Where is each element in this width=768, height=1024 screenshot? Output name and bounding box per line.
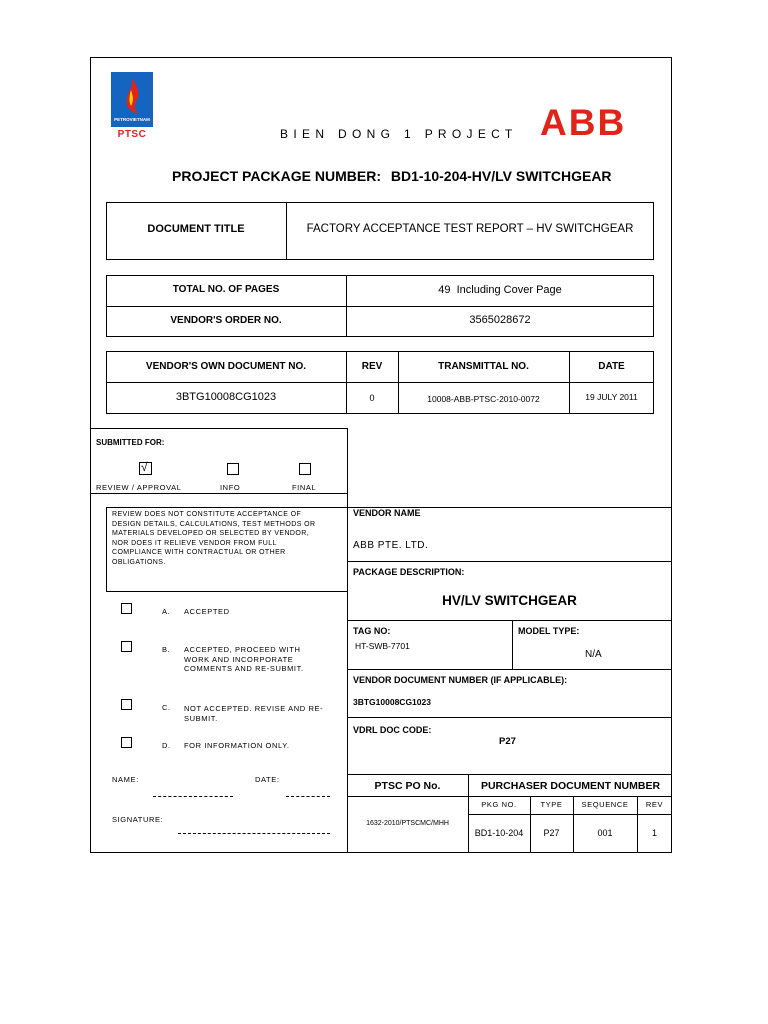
tag-no-label: TAG NO:	[353, 626, 391, 636]
sub-value-sequence: 001	[597, 828, 613, 838]
sub-header-rev: REV	[645, 800, 664, 809]
for-information-checkbox[interactable]	[121, 737, 132, 748]
model-type-label: MODEL TYPE:	[518, 626, 580, 636]
package-number-value: BD1-10-204-HV/LV SWITCHGEAR	[390, 168, 612, 184]
vendor-name-value: ABB PTE. LTD.	[353, 540, 429, 551]
total-pages-value: 49 Including Cover Page	[438, 284, 562, 296]
sub-header-pkg: PKG NO.	[481, 800, 517, 809]
sub-value-type: P27	[543, 828, 560, 838]
option-c-text: NOT ACCEPTED. REVISE AND RE-SUBMIT.	[184, 704, 324, 723]
abb-logo: ABB	[540, 102, 627, 143]
not-accepted-checkbox[interactable]	[121, 699, 132, 710]
option-info: INFO	[220, 483, 241, 492]
vendor-name-label: VENDOR NAME	[353, 508, 421, 518]
accepted-proceed-checkbox[interactable]	[121, 641, 132, 652]
document-title-value: FACTORY ACCEPTANCE TEST REPORT – HV SWITCHGEAR	[306, 223, 634, 235]
vendor-order-value: 3565028672	[469, 314, 531, 326]
option-a-text: ACCEPTED	[184, 607, 230, 616]
vendor-doc-value: 3BTG10008CG1023	[353, 697, 431, 707]
vdrl-label: VDRL DOC CODE:	[353, 725, 432, 735]
option-d-letter: D.	[162, 741, 171, 750]
purchaser-doc-label: PURCHASER DOCUMENT NUMBER	[480, 780, 661, 792]
option-a-letter: A.	[162, 607, 171, 616]
ptsc-text: PTSC	[117, 129, 147, 140]
total-pages-label: TOTAL NO. OF PAGES	[172, 284, 280, 295]
tag-no-value: HT-SWB-7701	[355, 641, 410, 651]
document-title-label: DOCUMENT TITLE	[147, 223, 245, 235]
date-line[interactable]	[286, 796, 330, 797]
option-b-letter: B.	[162, 645, 171, 654]
package-number-heading	[172, 168, 612, 184]
disclaimer-text: REVIEW DOES NOT CONSTITUTE ACCEPTANCE OF DESIGN DETAILS, CALCULATIONS, TEST METHODS OR MATERIALS DEVELOPED OR SELECTED BY VENDOR, NOR DOES IT RELIEVE VENDOR FROM FULL COMPLIANCE WITH CONTRACTUAL OR OTHER OBLIGATIONS.	[112, 511, 316, 566]
doc-header-transmittal: TRANSMITTAL NO.	[438, 361, 529, 372]
doc-value-transmittal: 10008-ABB-PTSC-2010-0072	[427, 394, 540, 404]
ptsc-logo	[111, 72, 153, 142]
submitted-for-label: SUBMITTED FOR:	[96, 438, 165, 447]
option-d-text: FOR INFORMATION ONLY.	[184, 741, 290, 750]
check-mark: √	[141, 460, 148, 474]
option-c-letter: C.	[162, 703, 171, 712]
doc-value-date: 19 JULY 2011	[585, 392, 638, 402]
info-checkbox[interactable]	[227, 463, 239, 475]
petrovietnam-text: PETROVIETNAM	[114, 117, 150, 122]
model-type-value: N/A	[585, 649, 602, 660]
option-final: FINAL	[292, 483, 317, 492]
doc-value-vendor-doc: 3BTG10008CG1023	[175, 391, 277, 403]
vendor-doc-label: VENDOR DOCUMENT NUMBER (IF APPLICABLE):	[353, 675, 568, 685]
option-review-approval: REVIEW / APPROVAL	[96, 483, 182, 492]
sub-value-pkg: BD1-10-204	[474, 828, 524, 838]
package-desc-label: PACKAGE DESCRIPTION:	[353, 567, 465, 577]
project-name: B I E N D O N G 1 P R O J E C T	[280, 127, 514, 141]
sub-header-sequence: SEQUENCE	[581, 800, 629, 809]
package-desc-value: HV/LV SWITCHGEAR	[442, 593, 577, 608]
name-label: NAME:	[112, 775, 139, 784]
date-label: DATE:	[255, 775, 280, 784]
signature-label: SIGNATURE:	[112, 815, 164, 824]
option-b-text: ACCEPTED, PROCEED WITH WORK AND INCORPORATE COMMENTS AND RE-SUBMIT.	[184, 645, 304, 673]
sub-value-rev: 1	[651, 828, 657, 838]
package-number-label: PROJECT PACKAGE NUMBER:	[172, 168, 381, 184]
po-value: 1632-2010/PTSCMC/MHH	[366, 820, 449, 827]
doc-value-rev: 0	[369, 393, 375, 403]
doc-header-date: DATE	[598, 361, 625, 372]
final-checkbox[interactable]	[299, 463, 311, 475]
vdrl-value: P27	[499, 736, 516, 747]
doc-header-rev: REV	[361, 361, 383, 372]
name-line[interactable]	[153, 796, 233, 797]
doc-header-vendor-doc: VENDOR'S OWN DOCUMENT NO.	[145, 361, 307, 372]
vendor-order-label: VENDOR'S ORDER NO.	[170, 315, 282, 326]
signature-line[interactable]	[178, 833, 330, 834]
sub-header-type: TYPE	[540, 800, 563, 809]
po-label: PTSC PO No.	[374, 780, 441, 792]
accepted-checkbox[interactable]	[121, 603, 132, 614]
